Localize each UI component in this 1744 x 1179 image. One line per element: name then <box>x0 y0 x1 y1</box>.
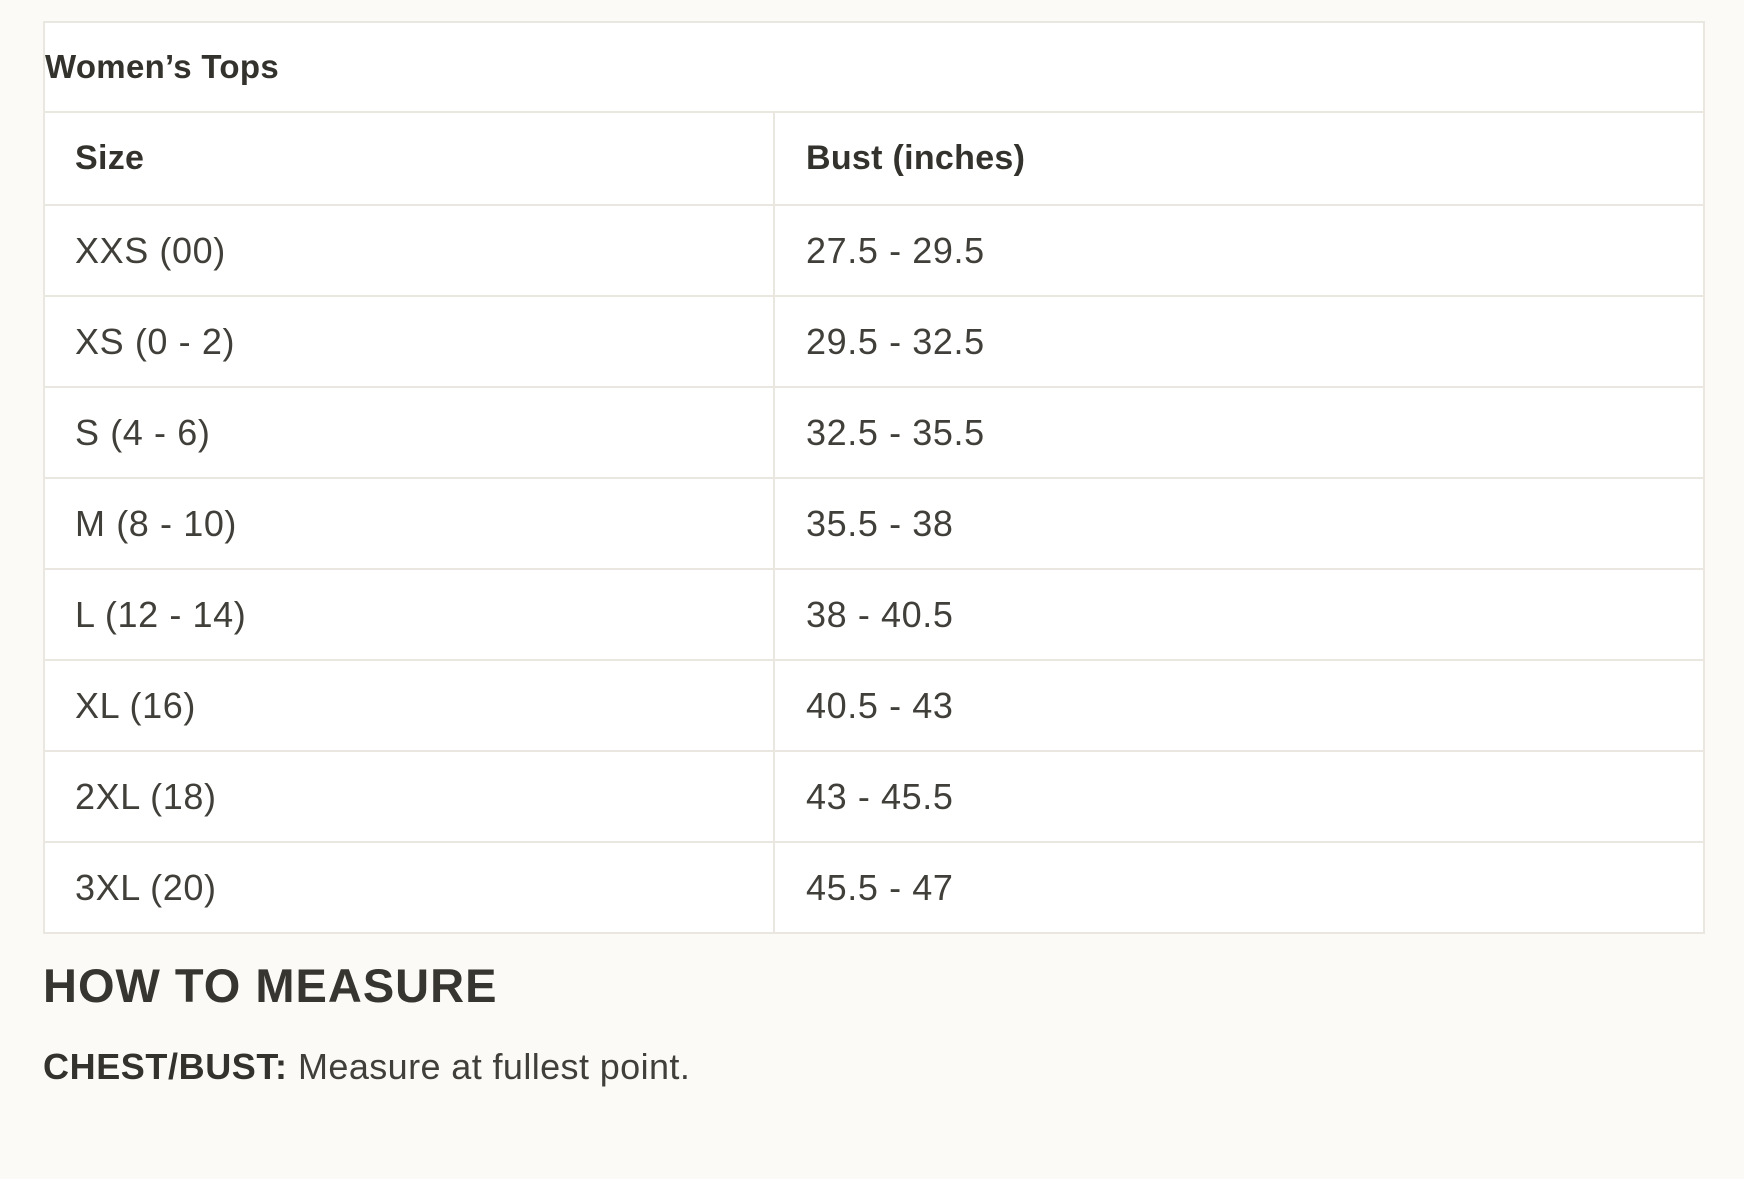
bust-cell: 35.5 - 38 <box>774 478 1704 569</box>
size-cell: 3XL (20) <box>44 842 774 933</box>
size-chart-table <box>43 21 1705 934</box>
bust-cell: 32.5 - 35.5 <box>774 387 1704 478</box>
size-cell: XXS (00) <box>44 205 774 296</box>
measure-instruction <box>43 1045 1744 1088</box>
size-cell: M (8 - 10) <box>44 478 774 569</box>
bust-cell: 45.5 - 47 <box>774 842 1704 933</box>
bust-cell: 40.5 - 43 <box>774 660 1704 751</box>
table-row <box>44 205 1704 296</box>
size-cell: XS (0 - 2) <box>44 296 774 387</box>
table-row <box>44 569 1704 660</box>
bust-cell: 27.5 - 29.5 <box>774 205 1704 296</box>
bust-cell: 38 - 40.5 <box>774 569 1704 660</box>
size-cell: 2XL (18) <box>44 751 774 842</box>
bust-cell: 29.5 - 32.5 <box>774 296 1704 387</box>
table-header-row <box>44 112 1704 205</box>
size-guide-page <box>0 21 1744 1088</box>
size-cell: L (12 - 14) <box>44 569 774 660</box>
size-cell: S (4 - 6) <box>44 387 774 478</box>
table-row <box>44 478 1704 569</box>
table-row <box>44 387 1704 478</box>
instruction-text: Measure at fullest point. <box>298 1046 691 1087</box>
table-row <box>44 660 1704 751</box>
table-row <box>44 296 1704 387</box>
how-to-measure-heading: HOW TO MEASURE <box>43 959 498 1012</box>
column-header-bust: Bust (inches) <box>774 112 1704 205</box>
table-row <box>44 842 1704 933</box>
table-title-row <box>44 22 1704 112</box>
instruction-label: CHEST/BUST: <box>43 1046 288 1087</box>
bust-cell: 43 - 45.5 <box>774 751 1704 842</box>
size-cell: XL (16) <box>44 660 774 751</box>
column-header-size: Size <box>44 112 774 205</box>
table-row <box>44 751 1704 842</box>
table-title: Women’s Tops <box>44 22 1704 112</box>
